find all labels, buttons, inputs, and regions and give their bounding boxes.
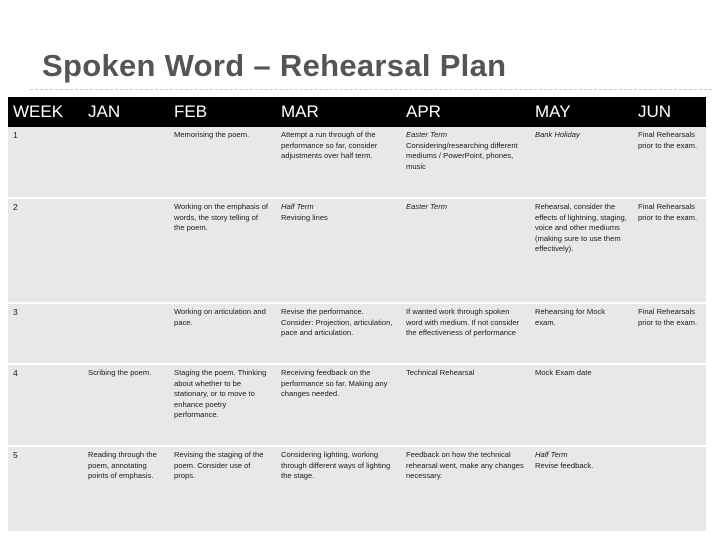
rehearsal-plan-table xyxy=(8,97,706,533)
feb-cell: Revising the staging of the poem. Consider use of props. xyxy=(169,446,276,532)
apr-note: Considering/researching different mediums / PowerPoint, phones, music xyxy=(406,140,518,171)
apr-cell: Feedback on how the technical rehearsal went, make any changes necessary. xyxy=(401,446,530,532)
week-cell: 2 xyxy=(8,198,83,303)
table-row xyxy=(8,127,706,198)
term-label: Half Term xyxy=(281,202,314,211)
feb-cell: Staging the poem. Thinking about whether to be stationary, or to move to enhance poetry performance. xyxy=(169,364,276,446)
table-row xyxy=(8,446,706,532)
jun-cell: Final Rehearsals prior to the exam. xyxy=(633,303,706,364)
apr-cell: Technical Rehearsal xyxy=(401,364,530,446)
jan-cell xyxy=(83,127,169,198)
may-cell: Bank Holiday xyxy=(530,127,633,198)
may-cell: Rehearsing for Mock exam. xyxy=(530,303,633,364)
header-row xyxy=(8,97,706,127)
mar-cell: Considering lighting, working through different ways of lighting the stage. xyxy=(276,446,401,532)
mar-cell: Attempt a run through of the performance so far, consider adjustments over half term. xyxy=(276,127,401,198)
may-cell: Rehearsal, consider the effects of lightning, staging, voice and other mediums (making sure to use them effectively). xyxy=(530,198,633,303)
table-row xyxy=(8,303,706,364)
header-jan: JAN xyxy=(83,97,169,127)
mar-note: Revising lines xyxy=(281,212,328,222)
mar-cell: Revise the performance. Consider: Projection, articulation, pace and articulation. xyxy=(276,303,401,364)
apr-cell: Easter Term xyxy=(401,198,530,303)
term-label: Half Term xyxy=(535,450,568,459)
week-cell: 1 xyxy=(8,127,83,198)
apr-cell xyxy=(401,127,530,198)
term-label: Easter Term xyxy=(406,130,448,139)
may-cell: Mock Exam date xyxy=(530,364,633,446)
week-cell: 3 xyxy=(8,303,83,364)
jun-cell: Final Rehearsals prior to the exam. xyxy=(633,127,706,198)
jun-cell xyxy=(633,446,706,532)
apr-cell: If wanted work through spoken word with medium. If not consider the effectiveness of performance xyxy=(401,303,530,364)
header-week: WEEK xyxy=(8,97,83,127)
jan-cell xyxy=(83,303,169,364)
header-may: MAY xyxy=(530,97,633,127)
jun-cell xyxy=(633,364,706,446)
header-feb: FEB xyxy=(169,97,276,127)
week-cell: 4 xyxy=(8,364,83,446)
page-title: Spoken Word – Rehearsal Plan xyxy=(42,48,507,83)
jan-cell xyxy=(83,198,169,303)
jun-cell: Final Rehearsals prior to the exam. xyxy=(633,198,706,303)
jan-cell: Scribing the poem. xyxy=(83,364,169,446)
feb-cell: Memorising the poem. xyxy=(169,127,276,198)
may-cell xyxy=(530,446,633,532)
feb-cell: Working on the emphasis of words, the story telling of the poem. xyxy=(169,198,276,303)
table-row xyxy=(8,364,706,446)
jan-cell: Reading through the poem, annotating points of emphasis. xyxy=(83,446,169,532)
table-row xyxy=(8,198,706,303)
feb-cell: Working on articulation and pace. xyxy=(169,303,276,364)
header-mar: MAR xyxy=(276,97,401,127)
week-cell: 5 xyxy=(8,446,83,532)
mar-cell: Receiving feedback on the performance so far. Making any changes needed. xyxy=(276,364,401,446)
title-divider xyxy=(30,89,712,90)
may-note: Revise feedback. xyxy=(535,460,594,470)
mar-cell xyxy=(276,198,401,303)
header-apr: APR xyxy=(401,97,530,127)
header-jun: JUN xyxy=(633,97,706,127)
